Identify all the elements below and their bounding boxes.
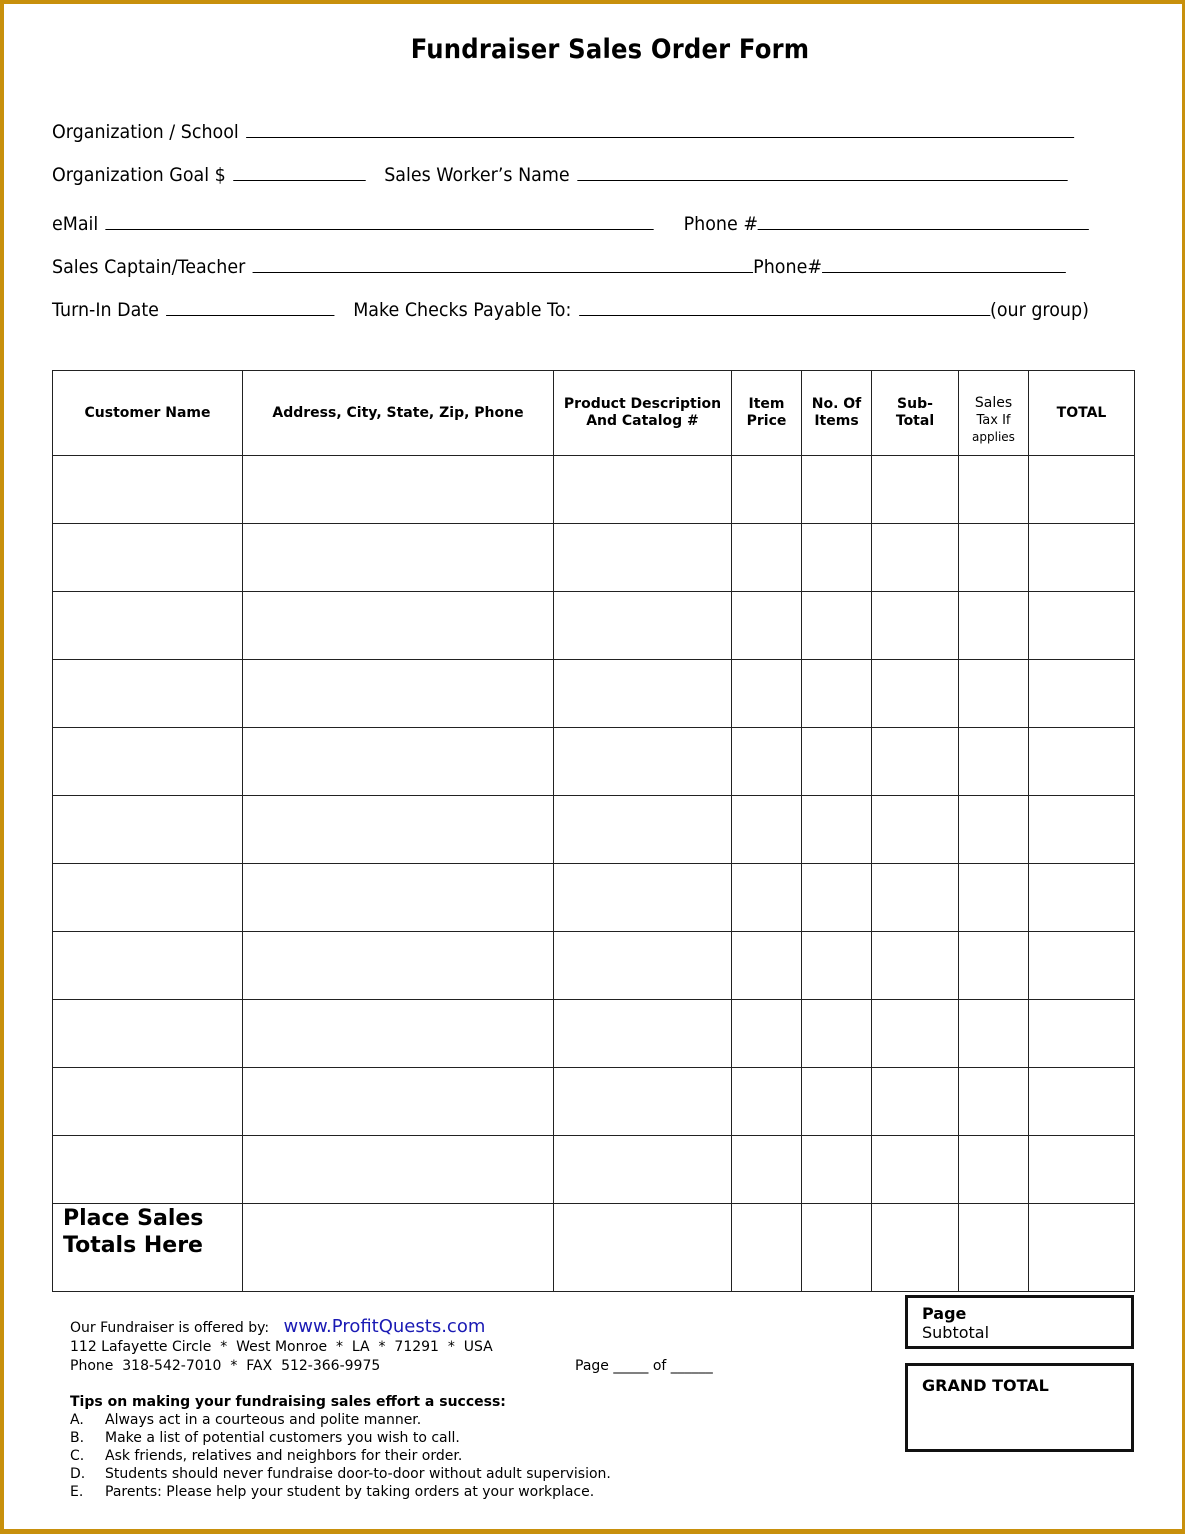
product-description-cell[interactable] — [554, 524, 732, 592]
no-of-items-cell[interactable] — [802, 728, 872, 796]
subtotal-cell[interactable] — [872, 456, 959, 524]
sales-tax-cell[interactable] — [959, 728, 1029, 796]
item-price-cell[interactable] — [732, 1136, 802, 1204]
phone-label: Phone # — [683, 213, 758, 235]
subtotal-cell[interactable] — [872, 1000, 959, 1068]
customer-name-cell[interactable] — [53, 660, 243, 728]
product-description-cell[interactable] — [554, 864, 732, 932]
page-subtotal-label-line2: Subtotal — [922, 1323, 990, 1342]
subtotal-cell[interactable] — [872, 592, 959, 660]
phone-fax-line: Phone 318-542-7010 * FAX 512-366-9975 — [70, 1358, 381, 1374]
total-cell[interactable] — [1029, 932, 1135, 1000]
column-header-address: Address, City, State, Zip, Phone — [243, 371, 554, 456]
total-cell[interactable] — [1029, 1136, 1135, 1204]
totals-no-of-items-cell[interactable] — [802, 1204, 872, 1292]
sales-tax-cell[interactable] — [959, 932, 1029, 1000]
form-title: Fundraiser Sales Order Form — [410, 34, 810, 65]
product-description-cell[interactable] — [554, 932, 732, 1000]
subtotal-cell[interactable] — [872, 660, 959, 728]
table-row — [53, 660, 1135, 728]
no-of-items-cell[interactable] — [802, 796, 872, 864]
column-header-sales-tax: Sales Tax If applies — [959, 371, 1029, 456]
product-description-cell[interactable] — [554, 728, 732, 796]
table-header-row — [53, 371, 1135, 456]
item-price-cell[interactable] — [732, 864, 802, 932]
turn-in-date-label: Turn-In Date — [52, 299, 159, 321]
tip-item: C. Ask friends, relatives and neighbors for their order. — [70, 1448, 463, 1464]
product-description-cell[interactable] — [554, 660, 732, 728]
address-cell[interactable] — [243, 1000, 554, 1068]
order-table-body — [53, 456, 1135, 1292]
sales-captain-teacher-blank[interactable] — [253, 257, 753, 273]
tip-item: A. Always act in a courteous and polite manner. — [70, 1412, 422, 1428]
column-header-item-price: Item Price — [732, 371, 802, 456]
item-price-cell[interactable] — [732, 524, 802, 592]
sales-tax-cell[interactable] — [959, 1068, 1029, 1136]
totals-row — [53, 1204, 1135, 1292]
page-subtotal-label-line1: Page — [922, 1304, 967, 1323]
no-of-items-cell[interactable] — [802, 1000, 872, 1068]
order-table — [52, 370, 1135, 1292]
tip-item: D. Students should never fundraise door-to-door without adult supervision. — [70, 1466, 611, 1482]
customer-name-cell[interactable] — [53, 796, 243, 864]
table-row — [53, 864, 1135, 932]
sales-worker-name-label: Sales Worker’s Name — [384, 164, 570, 186]
sales-tax-cell[interactable] — [959, 1000, 1029, 1068]
product-description-cell[interactable] — [554, 1000, 732, 1068]
item-price-cell[interactable] — [732, 728, 802, 796]
no-of-items-cell[interactable] — [802, 660, 872, 728]
address-cell[interactable] — [243, 1136, 554, 1204]
customer-name-cell[interactable] — [53, 1000, 243, 1068]
tips-title: Tips on making your fundraising sales effort a success: — [70, 1394, 506, 1410]
sales-tax-cell[interactable] — [959, 524, 1029, 592]
sales-tax-cell[interactable] — [959, 456, 1029, 524]
grand-total-box[interactable] — [905, 1363, 1134, 1452]
product-description-cell[interactable] — [554, 592, 732, 660]
product-description-cell[interactable] — [554, 1136, 732, 1204]
item-price-cell[interactable] — [732, 1000, 802, 1068]
address-cell[interactable] — [243, 864, 554, 932]
item-price-cell[interactable] — [732, 456, 802, 524]
sales-captain-teacher-label: Sales Captain/Teacher — [52, 256, 246, 278]
totals-address-cell[interactable] — [243, 1204, 554, 1292]
no-of-items-cell[interactable] — [802, 932, 872, 1000]
item-price-cell[interactable] — [732, 1068, 802, 1136]
subtotal-cell[interactable] — [872, 796, 959, 864]
offered-by-label: Our Fundraiser is offered by: — [70, 1320, 270, 1336]
field-row-organization — [52, 121, 1076, 143]
phone-blank[interactable] — [758, 214, 1089, 230]
address-cell[interactable] — [243, 932, 554, 1000]
no-of-items-cell[interactable] — [802, 1136, 872, 1204]
subtotal-cell[interactable] — [872, 864, 959, 932]
table-row — [53, 1136, 1135, 1204]
place-sales-totals-label: Place Sales Totals Here — [63, 1206, 204, 1258]
total-cell[interactable] — [1029, 1068, 1135, 1136]
captain-phone-blank[interactable] — [822, 257, 1066, 273]
sales-tax-cell[interactable] — [959, 1136, 1029, 1204]
no-of-items-cell[interactable] — [802, 456, 872, 524]
customer-name-cell[interactable] — [53, 728, 243, 796]
email-blank[interactable] — [106, 214, 654, 230]
total-cell[interactable] — [1029, 1000, 1135, 1068]
tips-section — [70, 1393, 611, 1501]
totals-product-cell[interactable] — [554, 1204, 732, 1292]
customer-name-cell[interactable] — [53, 1068, 243, 1136]
column-header-product-description: Product Description And Catalog # — [554, 371, 732, 456]
page-count-blank[interactable]: ______ — [670, 1358, 713, 1374]
totals-total-cell[interactable] — [1029, 1204, 1135, 1292]
item-price-cell[interactable] — [732, 592, 802, 660]
tip-item: B. Make a list of potential customers you wish to call. — [70, 1430, 460, 1446]
table-row — [53, 932, 1135, 1000]
subtotal-cell[interactable] — [872, 728, 959, 796]
total-cell[interactable] — [1029, 524, 1135, 592]
item-price-cell[interactable] — [732, 660, 802, 728]
page-number-blank[interactable]: _____ — [613, 1358, 649, 1374]
product-description-cell[interactable] — [554, 456, 732, 524]
subtotal-cell[interactable] — [872, 932, 959, 1000]
address-cell[interactable] — [243, 1068, 554, 1136]
table-row — [53, 456, 1135, 524]
field-row-goal-worker — [52, 164, 1069, 186]
table-row — [53, 1000, 1135, 1068]
item-price-cell[interactable] — [732, 796, 802, 864]
page-number-field — [575, 1358, 713, 1374]
organization-goal-blank[interactable] — [233, 165, 365, 181]
item-price-cell[interactable] — [732, 932, 802, 1000]
total-cell[interactable] — [1029, 660, 1135, 728]
organization-school-label: Organization / School — [52, 121, 239, 143]
customer-name-cell[interactable] — [53, 932, 243, 1000]
column-header-customer-name: Customer Name — [53, 371, 243, 456]
address-cell[interactable] — [243, 456, 554, 524]
turn-in-date-blank[interactable] — [166, 300, 334, 316]
address-cell[interactable] — [243, 592, 554, 660]
email-label: eMail — [52, 213, 99, 235]
no-of-items-cell[interactable] — [802, 864, 872, 932]
product-description-cell[interactable] — [554, 1068, 732, 1136]
sales-worker-name-blank[interactable] — [577, 165, 1067, 181]
no-of-items-cell[interactable] — [802, 524, 872, 592]
field-row-email-phone — [52, 213, 1091, 235]
of-label: of — [652, 1358, 667, 1374]
offered-by-block — [70, 1317, 493, 1376]
customer-name-cell[interactable] — [53, 864, 243, 932]
make-checks-payable-blank[interactable] — [579, 300, 990, 316]
field-row-captain — [52, 256, 1068, 278]
subtotal-cell[interactable] — [872, 1136, 959, 1204]
address-cell[interactable] — [243, 728, 554, 796]
product-description-cell[interactable] — [554, 796, 732, 864]
tip-item: E. Parents: Please help your student by taking orders at your workplace. — [70, 1484, 595, 1500]
table-row — [53, 524, 1135, 592]
totals-row-label-cell — [53, 1204, 243, 1292]
total-cell[interactable] — [1029, 796, 1135, 864]
totals-sales-tax-cell[interactable] — [959, 1204, 1029, 1292]
column-header-no-of-items: No. Of Items — [802, 371, 872, 456]
no-of-items-cell[interactable] — [802, 592, 872, 660]
customer-name-cell[interactable] — [53, 456, 243, 524]
totals-item-price-cell[interactable] — [732, 1204, 802, 1292]
sales-tax-cell[interactable] — [959, 864, 1029, 932]
organization-school-blank[interactable] — [246, 122, 1074, 138]
our-group-label: (our group) — [989, 299, 1089, 321]
table-row — [53, 728, 1135, 796]
grand-total-label: GRAND TOTAL — [922, 1376, 1049, 1395]
make-checks-payable-label: Make Checks Payable To: — [353, 299, 572, 321]
page-subtotal-box[interactable] — [905, 1295, 1134, 1349]
address-cell[interactable] — [243, 660, 554, 728]
column-header-total: TOTAL — [1029, 371, 1135, 456]
total-cell[interactable] — [1029, 864, 1135, 932]
customer-name-cell[interactable] — [53, 1136, 243, 1204]
totals-subtotal-cell[interactable] — [872, 1204, 959, 1292]
total-cell[interactable] — [1029, 592, 1135, 660]
page-label: Page — [575, 1358, 609, 1374]
captain-phone-label: Phone# — [753, 256, 822, 278]
subtotal-cell[interactable] — [872, 524, 959, 592]
website-link[interactable]: www.ProfitQuests.com — [283, 1316, 486, 1337]
sales-tax-cell[interactable] — [959, 796, 1029, 864]
total-cell[interactable] — [1029, 728, 1135, 796]
sales-tax-cell[interactable] — [959, 592, 1029, 660]
customer-name-cell[interactable] — [53, 592, 243, 660]
address-line: 112 Lafayette Circle * West Monroe * LA * 71291 * USA — [70, 1339, 493, 1355]
table-row — [53, 592, 1135, 660]
address-cell[interactable] — [243, 524, 554, 592]
sales-tax-cell[interactable] — [959, 660, 1029, 728]
subtotal-cell[interactable] — [872, 1068, 959, 1136]
total-cell[interactable] — [1029, 456, 1135, 524]
customer-name-cell[interactable] — [53, 524, 243, 592]
address-cell[interactable] — [243, 796, 554, 864]
organization-goal-label: Organization Goal $ — [52, 164, 226, 186]
column-header-subtotal: Sub- Total — [872, 371, 959, 456]
no-of-items-cell[interactable] — [802, 1068, 872, 1136]
field-row-turnin-checks — [52, 299, 1089, 321]
table-row — [53, 1068, 1135, 1136]
table-row — [53, 796, 1135, 864]
